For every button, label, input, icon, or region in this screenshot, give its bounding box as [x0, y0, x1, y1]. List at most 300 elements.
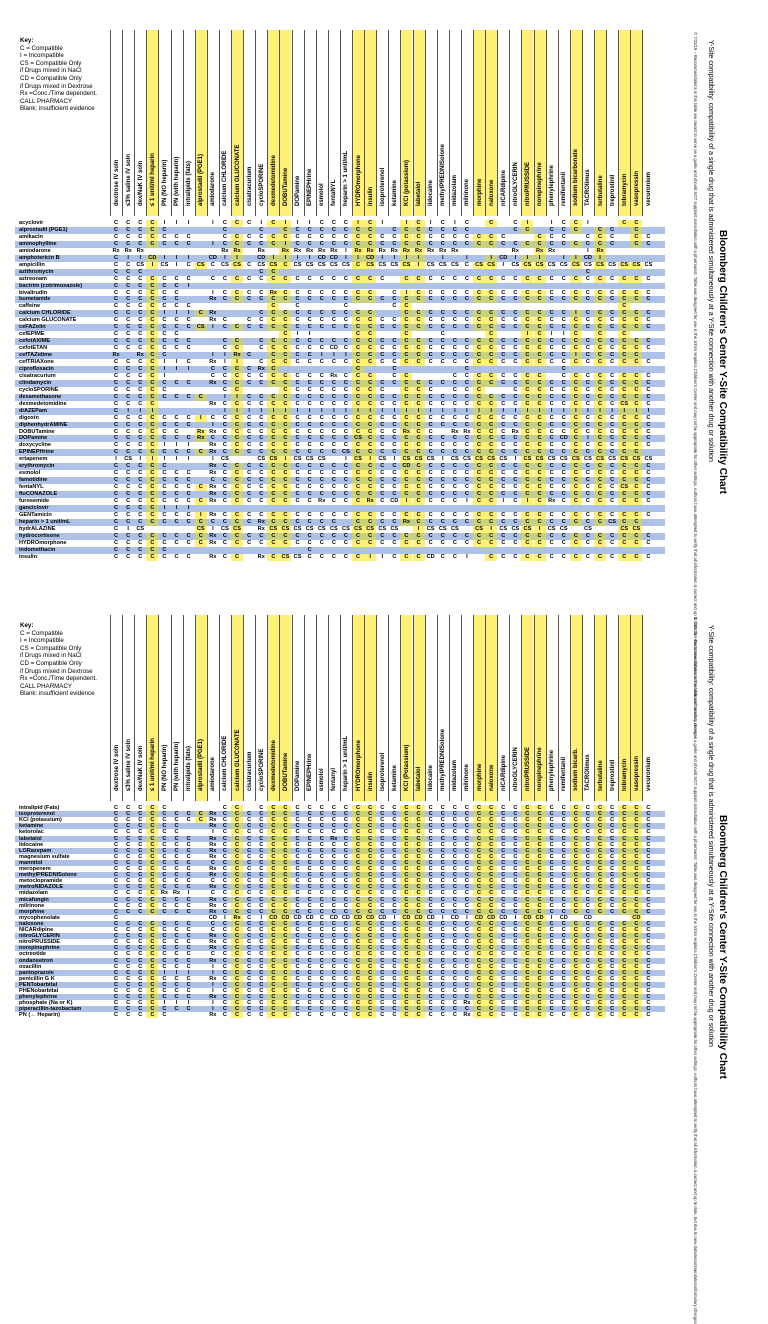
compatibility-cell: C: [331, 393, 336, 400]
compatibility-cell: C: [521, 897, 533, 903]
compatibility-cell: C: [413, 878, 425, 884]
compatibility-cell: C: [364, 964, 376, 970]
compatibility-cell: C: [186, 435, 191, 442]
compatibility-cell: C: [267, 945, 279, 951]
compatibility-cell: C: [464, 310, 469, 317]
compatibility-cell: C: [392, 338, 397, 345]
compatibility-cell: C: [222, 296, 227, 303]
compatibility-cell: C: [570, 241, 582, 248]
compatibility-cell: C: [646, 884, 651, 891]
compatibility-cell: C: [138, 1006, 143, 1013]
compatibility-cell: C: [610, 511, 615, 518]
compatibility-cell: C: [186, 1006, 191, 1013]
compatibility-cell: C: [485, 842, 497, 848]
compatibility-cell: I: [352, 220, 364, 227]
compatibility-cell: C: [231, 484, 243, 491]
compatibility-cell: C: [618, 836, 630, 842]
compatibility-cell: C: [247, 532, 252, 539]
compatibility-cell: C: [222, 829, 227, 836]
compatibility-cell: C: [114, 546, 119, 553]
compatibility-cell: Rx: [209, 463, 217, 470]
compatibility-cell: C: [594, 296, 606, 303]
compatibility-cell: C: [585, 859, 590, 866]
column-header: [231, 615, 243, 801]
compatibility-cell: C: [307, 226, 312, 233]
drug-name: calcium GLUCONATE: [19, 317, 77, 324]
compatibility-cell: C: [618, 470, 630, 477]
compatibility-cell: C: [295, 428, 300, 435]
compatibility-cell: C: [138, 296, 143, 303]
compatibility-cell: C: [162, 331, 167, 338]
compatibility-cell: C: [364, 878, 376, 884]
compatibility-cell: C: [521, 872, 533, 878]
compatibility-cell: C: [307, 841, 312, 848]
compatibility-cell: C: [618, 958, 630, 964]
compatibility-cell: C: [319, 428, 324, 435]
compatibility-cell: C: [114, 518, 119, 525]
drug-row: [15, 366, 665, 373]
column-header: [521, 30, 533, 216]
compatibility-cell: C: [279, 463, 291, 470]
compatibility-cell: C: [114, 1006, 119, 1013]
compatibility-cell: C: [331, 296, 336, 303]
compatibility-cell: C: [521, 554, 533, 561]
compatibility-cell: C: [307, 553, 312, 560]
compatibility-cell: C: [521, 477, 533, 484]
compatibility-cell: C: [307, 963, 312, 970]
compatibility-cell: C: [561, 511, 566, 518]
drug-name: alprostadil (PGE1): [19, 226, 68, 233]
compatibility-cell: C: [464, 957, 469, 964]
compatibility-cell: C: [473, 470, 485, 477]
compatibility-cell: C: [501, 884, 506, 891]
compatibility-cell: C: [279, 401, 291, 408]
compatibility-cell: C: [138, 539, 143, 546]
compatibility-cell: Rx: [112, 247, 120, 254]
compatibility-cell: C: [231, 903, 243, 909]
compatibility-cell: C: [549, 400, 554, 407]
column-header: [207, 615, 219, 801]
compatibility-cell: C: [162, 532, 167, 539]
compatibility-cell: C: [307, 240, 312, 247]
compatibility-cell: C: [485, 331, 497, 338]
compatibility-cell: I: [308, 407, 311, 414]
compatibility-cell: C: [319, 240, 324, 247]
compatibility-cell: C: [331, 933, 336, 940]
compatibility-cell: C: [380, 338, 385, 345]
compatibility-cell: C: [485, 533, 497, 540]
compatibility-cell: C: [413, 811, 425, 817]
compatibility-cell: I: [279, 255, 291, 262]
compatibility-cell: CS: [534, 456, 546, 463]
compatibility-cell: C: [331, 853, 336, 860]
drug-name: lidocaine: [19, 841, 44, 848]
compatibility-cell: Rx: [112, 352, 120, 359]
compatibility-cell: C: [307, 920, 312, 927]
compatibility-cell: C: [513, 878, 518, 885]
compatibility-cell: C: [630, 415, 642, 422]
compatibility-cell: C: [380, 470, 385, 477]
compatibility-cell: C: [485, 442, 497, 449]
compatibility-cell: C: [464, 853, 469, 860]
compatibility-cell: C: [618, 554, 630, 561]
compatibility-cell: C: [267, 878, 279, 884]
compatibility-cell: Rx: [306, 247, 314, 254]
compatibility-cell: C: [210, 275, 215, 282]
compatibility-cell: Rx: [209, 823, 217, 830]
compatibility-cell: C: [561, 945, 566, 952]
compatibility-cell: C: [307, 988, 312, 994]
drug-row: [15, 234, 665, 241]
compatibility-cell: C: [319, 386, 324, 393]
compatibility-cell: C: [114, 945, 119, 952]
compatibility-cell: Rx: [209, 491, 217, 498]
compatibility-cell: C: [610, 805, 615, 811]
compatibility-cell: CS: [293, 261, 302, 268]
compatibility-cell: C: [222, 945, 227, 952]
compatibility-cell: C: [174, 240, 179, 247]
compatibility-cell: C: [534, 276, 546, 283]
compatibility-cell: C: [114, 310, 119, 317]
compatibility-cell: C: [174, 847, 179, 854]
compatibility-cell: C: [534, 338, 546, 345]
drug-row: [15, 373, 665, 380]
compatibility-cell: I: [231, 394, 243, 401]
compatibility-cell: C: [247, 421, 252, 428]
compatibility-cell: C: [319, 988, 324, 994]
column-header: [279, 30, 291, 216]
compatibility-cell: C: [594, 836, 606, 842]
compatibility-cell: C: [231, 422, 243, 429]
compatibility-cell: C: [295, 872, 300, 879]
compatibility-cell: C: [594, 491, 606, 498]
compatibility-cell: CS: [547, 261, 556, 268]
compatibility-cell: C: [473, 296, 485, 303]
compatibility-cell: C: [513, 853, 518, 860]
compatibility-cell: C: [413, 435, 425, 442]
compatibility-cell: C: [146, 878, 158, 884]
compatibility-cell: C: [259, 539, 264, 546]
compatibility-cell: C: [114, 463, 119, 470]
column-header-label: labetalol: [416, 181, 423, 206]
compatibility-cell: C: [549, 835, 554, 842]
compatibility-cell: C: [646, 933, 651, 940]
compatibility-cell: CS: [400, 456, 412, 463]
column-header: [594, 615, 606, 801]
compatibility-cell: C: [400, 401, 412, 408]
compatibility-cell: I: [279, 241, 291, 248]
compatibility-cell: C: [400, 303, 412, 310]
compatibility-cell: C: [473, 829, 485, 835]
compatibility-cell: C: [464, 338, 469, 345]
drug-row: [15, 331, 665, 338]
compatibility-cell: C: [352, 422, 364, 429]
compatibility-cell: C: [400, 988, 412, 994]
compatibility-cell: C: [570, 860, 582, 866]
compatibility-cell: C: [352, 860, 364, 866]
compatibility-cell: C: [343, 884, 348, 891]
compatibility-cell: C: [534, 866, 546, 872]
compatibility-cell: C: [364, 380, 376, 387]
compatibility-cell: C: [618, 909, 630, 915]
compatibility-cell: C: [247, 435, 252, 442]
compatibility-cell: C: [452, 491, 457, 498]
compatibility-cell: C: [307, 896, 312, 903]
compatibility-cell: C: [138, 975, 143, 982]
compatibility-cell: C: [428, 853, 433, 860]
compatibility-cell: C: [618, 878, 630, 884]
compatibility-cell: C: [126, 817, 131, 824]
compatibility-cell: C: [630, 290, 642, 297]
compatibility-cell: C: [473, 927, 485, 933]
compatibility-cell: C: [247, 927, 252, 933]
drug-name: PENTobarbital: [19, 981, 58, 988]
compatibility-cell: I: [352, 408, 364, 415]
compatibility-cell: C: [331, 920, 336, 927]
compatibility-cell: C: [646, 442, 651, 449]
compatibility-cell: C: [570, 970, 582, 976]
compatibility-cell: C: [501, 393, 506, 400]
compatibility-cell: C: [549, 829, 554, 836]
compatibility-cell: C: [267, 296, 279, 303]
compatibility-cell: C: [549, 945, 554, 952]
compatibility-cell: C: [186, 449, 191, 456]
compatibility-cell: C: [352, 854, 364, 860]
compatibility-cell: C: [138, 338, 143, 345]
compatibility-cell: C: [452, 477, 457, 484]
compatibility-cell: C: [473, 854, 485, 860]
compatibility-cell: C: [343, 896, 348, 903]
compatibility-cell: C: [186, 933, 191, 940]
compatibility-cell: C: [162, 884, 167, 891]
compatibility-cell: Rx: [257, 553, 265, 560]
compatibility-cell: C: [610, 951, 615, 958]
compatibility-cell: C: [380, 878, 385, 885]
compatibility-cell: C: [352, 366, 364, 373]
compatibility-cell: C: [319, 414, 324, 421]
compatibility-cell: C: [380, 421, 385, 428]
compatibility-cell: C: [380, 484, 385, 491]
compatibility-cell: I: [163, 254, 166, 261]
compatibility-cell: C: [392, 902, 397, 909]
compatibility-cell: C: [186, 920, 191, 927]
compatibility-cell: C: [319, 518, 324, 525]
compatibility-cell: C: [295, 1006, 300, 1013]
compatibility-cell: C: [561, 805, 566, 811]
compatibility-cell: Rx: [209, 841, 217, 848]
compatibility-cell: C: [247, 1012, 252, 1019]
compatibility-cell: C: [561, 957, 566, 964]
compatibility-cell: C: [114, 811, 119, 818]
compatibility-cell: I: [212, 220, 214, 226]
compatibility-cell: C: [138, 345, 143, 352]
compatibility-cell: C: [126, 504, 131, 511]
compatibility-cell: C: [464, 240, 469, 247]
compatibility-cell: C: [549, 853, 554, 860]
compatibility-cell: Rx: [364, 498, 376, 505]
compatibility-cell: C: [630, 435, 642, 442]
compatibility-cell: C: [413, 988, 425, 994]
column-header-label: dexmedetomidine: [270, 739, 277, 791]
compatibility-cell: C: [222, 902, 227, 909]
compatibility-cell: CS: [559, 525, 568, 532]
compatibility-cell: C: [594, 380, 606, 387]
compatibility-cell: C: [464, 345, 469, 352]
compatibility-cell: C: [570, 338, 582, 345]
compatibility-cell: C: [501, 352, 506, 359]
compatibility-cell: C: [231, 976, 243, 982]
compatibility-cell: C: [473, 964, 485, 970]
compatibility-cell: CD: [426, 553, 435, 560]
compatibility-cell: C: [162, 853, 167, 860]
compatibility-cell: C: [428, 1006, 433, 1013]
compatibility-cell: C: [186, 884, 191, 891]
compatibility-cell: C: [630, 401, 642, 408]
compatibility-cell: C: [247, 945, 252, 952]
compatibility-cell: C: [267, 241, 279, 248]
compatibility-cell: C: [594, 338, 606, 345]
compatibility-cell: C: [400, 872, 412, 878]
drug-name: cefTRIAXone: [19, 359, 54, 365]
compatibility-cell: C: [646, 428, 651, 435]
compatibility-cell: C: [534, 317, 546, 324]
compatibility-cell: C: [138, 817, 143, 824]
compatibility-cell: C: [146, 866, 158, 872]
compatibility-cell: CD: [487, 914, 496, 921]
compatibility-cell: C: [307, 484, 312, 491]
compatibility-cell: C: [352, 310, 364, 317]
compatibility-cell: C: [392, 896, 397, 903]
compatibility-cell: C: [352, 540, 364, 547]
compatibility-cell: C: [610, 352, 615, 359]
compatibility-cell: C: [295, 338, 300, 345]
compatibility-cell: C: [352, 927, 364, 933]
compatibility-cell: C: [231, 890, 243, 896]
compatibility-cell: CS: [195, 262, 207, 269]
compatibility-cell: C: [195, 533, 207, 540]
compatibility-cell: C: [231, 884, 243, 890]
compatibility-cell: C: [630, 429, 642, 436]
compatibility-cell: C: [295, 957, 300, 964]
compatibility-cell: C: [343, 359, 348, 365]
compatibility-cell: C: [279, 359, 291, 366]
column-header-label: methylPREDNISolone: [440, 728, 447, 791]
compatibility-cell: CS: [342, 261, 350, 268]
compatibility-cell: C: [570, 442, 582, 449]
compatibility-cell: C: [485, 884, 497, 890]
compatibility-cell: C: [352, 470, 364, 477]
compatibility-cell: C: [618, 872, 630, 878]
compatibility-cell: C: [464, 317, 469, 324]
compatibility-cell: C: [331, 1012, 336, 1019]
compatibility-cell: I: [521, 331, 533, 338]
key-line: CALL PHARMACY: [20, 682, 73, 690]
compatibility-cell: C: [413, 909, 425, 915]
compatibility-cell: C: [307, 872, 312, 879]
column-header-label: calcium CHLORIDE: [222, 735, 229, 791]
column-header: [534, 615, 546, 801]
compatibility-cell: C: [618, 897, 630, 903]
compatibility-cell: C: [440, 920, 445, 927]
compatibility-cell: C: [343, 969, 348, 976]
compatibility-cell: C: [114, 233, 119, 240]
compatibility-cell: C: [570, 933, 582, 939]
compatibility-cell: I: [352, 255, 364, 262]
compatibility-cell: C: [259, 963, 264, 970]
compatibility-cell: C: [413, 866, 425, 872]
compatibility-cell: C: [295, 379, 300, 386]
compatibility-cell: I: [400, 220, 412, 227]
compatibility-cell: I: [175, 442, 178, 449]
compatibility-cell: I: [308, 254, 311, 261]
column-header: [183, 30, 195, 216]
compatibility-cell: I: [267, 408, 279, 415]
compatibility-cell: C: [352, 958, 364, 964]
compatibility-cell: C: [174, 945, 179, 952]
compatibility-cell: C: [561, 463, 566, 470]
compatibility-cell: C: [400, 234, 412, 241]
compatibility-cell: I: [163, 442, 166, 449]
compatibility-cell: C: [295, 484, 300, 491]
compatibility-cell: CS: [584, 456, 592, 463]
compatibility-cell: C: [618, 345, 630, 352]
compatibility-cell: C: [594, 848, 606, 854]
compatibility-cell: C: [307, 470, 312, 477]
compatibility-cell: C: [513, 553, 518, 560]
compatibility-cell: C: [331, 847, 336, 854]
compatibility-cell: I: [296, 220, 299, 226]
compatibility-cell: C: [279, 982, 291, 988]
compatibility-cell: C: [162, 933, 167, 940]
compatibility-cell: C: [138, 282, 143, 289]
column-header: [546, 30, 558, 216]
compatibility-cell: CD: [329, 254, 338, 261]
compatibility-cell: CD: [402, 463, 411, 470]
compatibility-cell: C: [610, 393, 615, 400]
compatibility-cell: C: [146, 982, 158, 988]
compatibility-cell: C: [413, 380, 425, 387]
compatibility-cell: C: [126, 939, 131, 946]
compatibility-cell: C: [485, 296, 497, 303]
compatibility-cell: C: [585, 491, 590, 498]
compatibility-cell: C: [464, 386, 469, 393]
compatibility-cell: C: [521, 470, 533, 477]
disclaimer: © 7/22/19 – Recommendations in this table are meant to serve as a guide and should NOT supplant consultation with a pharmacist. Table was designed for use in the Johns Hopkins Children's Center and may not be appropriate for other settings. Authors have attempted to verify that all information is correct and up to date, but due to new data/recommendations/formulary changes: [693, 32, 698, 739]
compatibility-cell: C: [392, 1006, 397, 1013]
compatibility-cell: C: [440, 957, 445, 964]
compatibility-cell: C: [259, 847, 264, 854]
compatibility-cell: C: [343, 414, 348, 421]
compatibility-cell: C: [364, 317, 376, 324]
compatibility-cell: CS: [293, 553, 302, 560]
compatibility-cell: C: [585, 994, 590, 1001]
compatibility-cell: C: [222, 981, 227, 988]
compatibility-cell: C: [126, 951, 131, 958]
compatibility-cell: C: [126, 890, 131, 897]
column-header: [243, 30, 255, 216]
compatibility-cell: CS: [231, 526, 243, 533]
compatibility-cell: CD: [257, 254, 266, 261]
compatibility-cell: C: [352, 512, 364, 519]
compatibility-cell: C: [585, 449, 590, 456]
compatibility-cell: C: [380, 963, 385, 970]
compatibility-cell: C: [138, 933, 143, 940]
compatibility-cell: C: [392, 518, 397, 525]
compatibility-cell: C: [485, 817, 497, 823]
compatibility-cell: C: [630, 512, 642, 519]
compatibility-cell: CS: [499, 456, 508, 463]
compatibility-cell: I: [441, 254, 444, 261]
